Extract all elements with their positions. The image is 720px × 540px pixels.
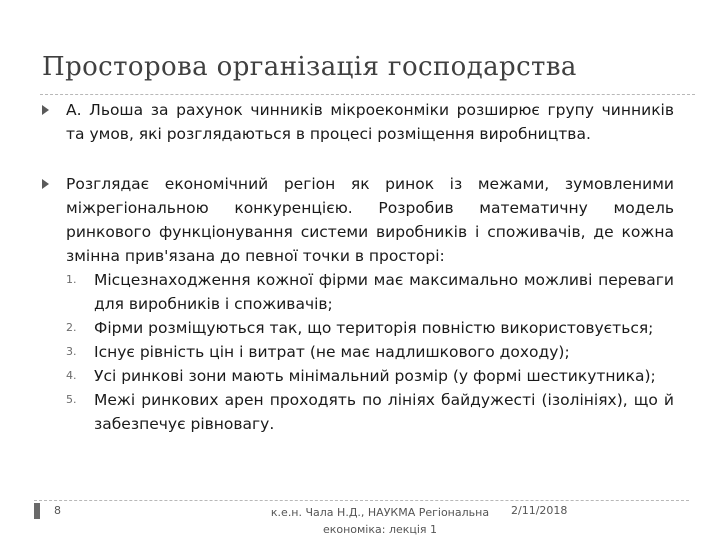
list-item xyxy=(66,388,674,436)
title-divider xyxy=(40,94,695,95)
list-item-text: Усі ринкові зони мають мінімальний розмір (у формі шестикутника); xyxy=(94,367,656,385)
list-item xyxy=(66,364,674,388)
footer-author: к.е.н. Чала Н.Д., НАУКМА Регіональна економіка: лекція 1 xyxy=(270,506,490,536)
list-item-text: Фірми розміщуються так, що територія повністю використовується; xyxy=(94,319,654,337)
bullet-arrow-icon xyxy=(42,179,49,189)
page-marker xyxy=(34,503,40,519)
list-number: 2. xyxy=(66,321,77,334)
list-number: 5. xyxy=(66,393,77,406)
bullet-paragraph: Розглядає економічний регіон як ринок із межами, зумовленими міжрегіональною конкуренцією. Розробив математичну модель ринкового функціонування системи виробників і споживачів, де кожна змінна прив'язана до певної точки в просторі: xyxy=(66,175,674,265)
list-item-text: Місцезнаходження кожної фірми має максимально можливі переваги для виробників і споживачів; xyxy=(94,271,674,313)
list-item xyxy=(66,316,674,340)
list-item-text: Межі ринкових арен проходять по лініях байдужесті (ізолініях), що й забезпечує рівновагу. xyxy=(94,391,674,433)
footer-date: 2/11/2018 xyxy=(511,504,568,517)
list-number: 3. xyxy=(66,345,77,358)
page-number: 8 xyxy=(54,504,61,517)
list-item-text: Існує рівність цін і витрат (не має надлишкового доходу); xyxy=(94,343,570,361)
list-number: 1. xyxy=(66,273,77,286)
bullet-arrow-icon xyxy=(42,105,49,115)
bullet-paragraph: А. Льоша за рахунок чинників мікроеконміки розширює групу чинників та умов, які розглядаються в процесі розміщення виробництва. xyxy=(66,101,674,143)
slide-title: Просторова організація господарства xyxy=(42,52,577,82)
list-number: 4. xyxy=(66,369,77,382)
list-item xyxy=(66,268,674,316)
footer-divider xyxy=(34,500,689,501)
numbered-list xyxy=(66,268,674,436)
list-item xyxy=(66,340,674,364)
